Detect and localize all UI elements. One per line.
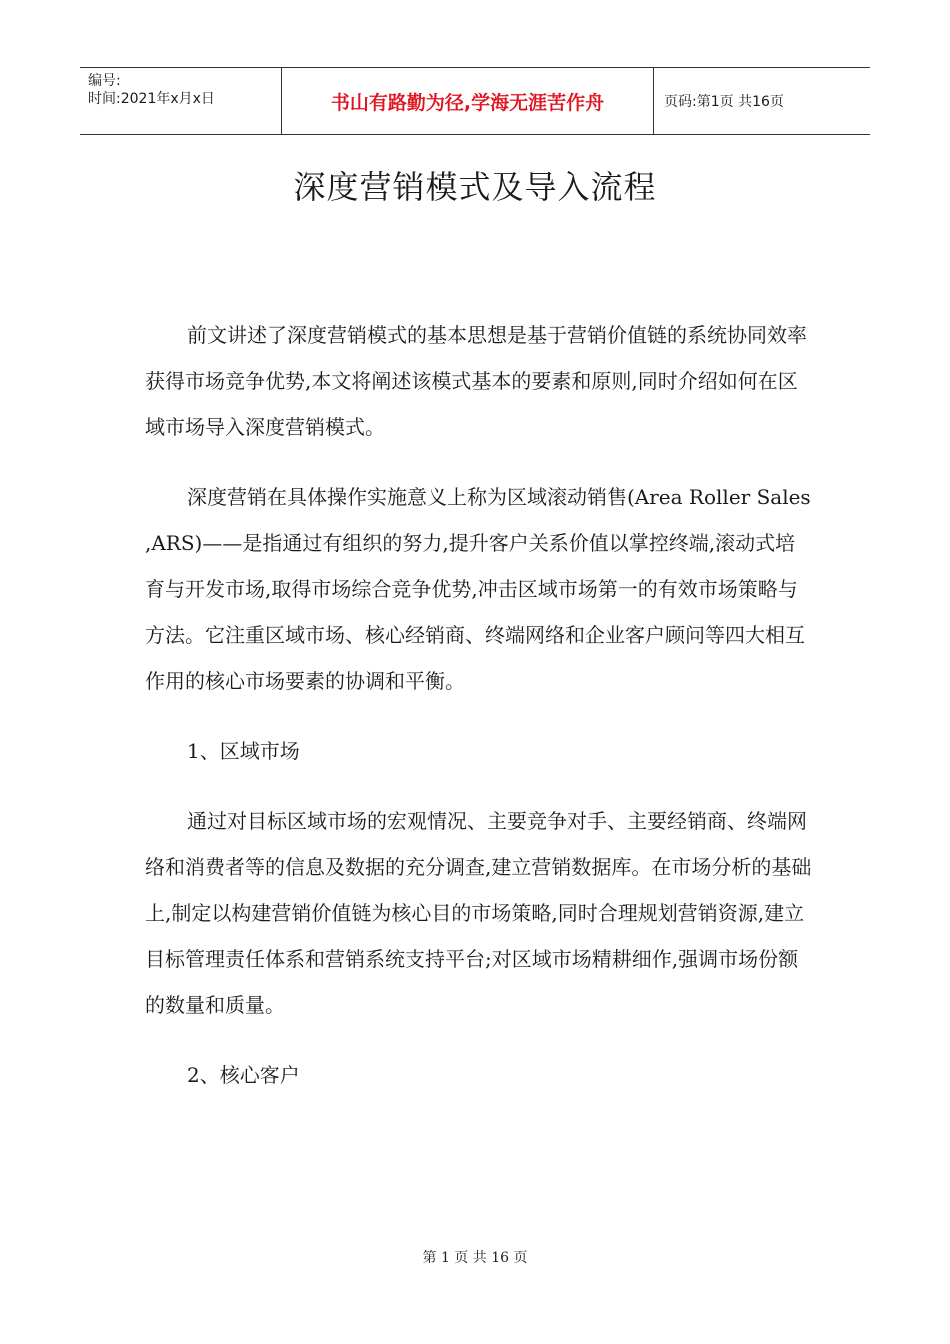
header-page-info: 页码:第1页 共16页 <box>664 94 784 110</box>
section-heading-1: 1、区域市场 <box>187 739 300 763</box>
document-body <box>145 312 815 1122</box>
header-meta <box>80 68 282 134</box>
page-header <box>80 67 870 135</box>
paragraph-section-1: 通过对目标区域市场的宏观情况、主要竞争对手、主要经销商、终端网络和消费者等的信息及数据的充分调查,建立营销数据库。在市场分析的基础上,制定以构建营销价值链为核心目的市场策略,同时合理规划营销资源,建立目标管理责任体系和营销系统支持平台;对区域市场精耕细作,强调市场份额的数量和质量。 <box>145 809 812 1017</box>
paragraph-definition: 深度营销在具体操作实施意义上称为区域滚动销售(Area Roller Sales ,ARS)——是指通过有组织的努力,提升客户关系价值以掌控终端,滚动式培育与开发市场,取得市场综合竞争优势,冲击区域市场第一的有效市场策略与方法。它注重区域市场、核心经销商、终端网络和企业客户顾问等四大相互作用的核心市场要素的协调和平衡。 <box>145 485 811 693</box>
time-label: 时间:2021年x月x日 <box>88 91 215 107</box>
header-motto: 书山有路勤为径,学海无涯苦作舟 <box>282 68 654 134</box>
section-heading-2: 2、核心客户 <box>187 1063 300 1087</box>
page-footer: 第 1 页 共 16 页 <box>422 1250 528 1266</box>
document-title: 深度营销模式及导入流程 <box>293 168 657 206</box>
number-label: 编号: <box>88 73 121 89</box>
paragraph-intro: 前文讲述了深度营销模式的基本思想是基于营销价值链的系统协同效率获得市场竞争优势,本文将阐述该模式基本的要素和原则,同时介绍如何在区域市场导入深度营销模式。 <box>145 323 807 439</box>
